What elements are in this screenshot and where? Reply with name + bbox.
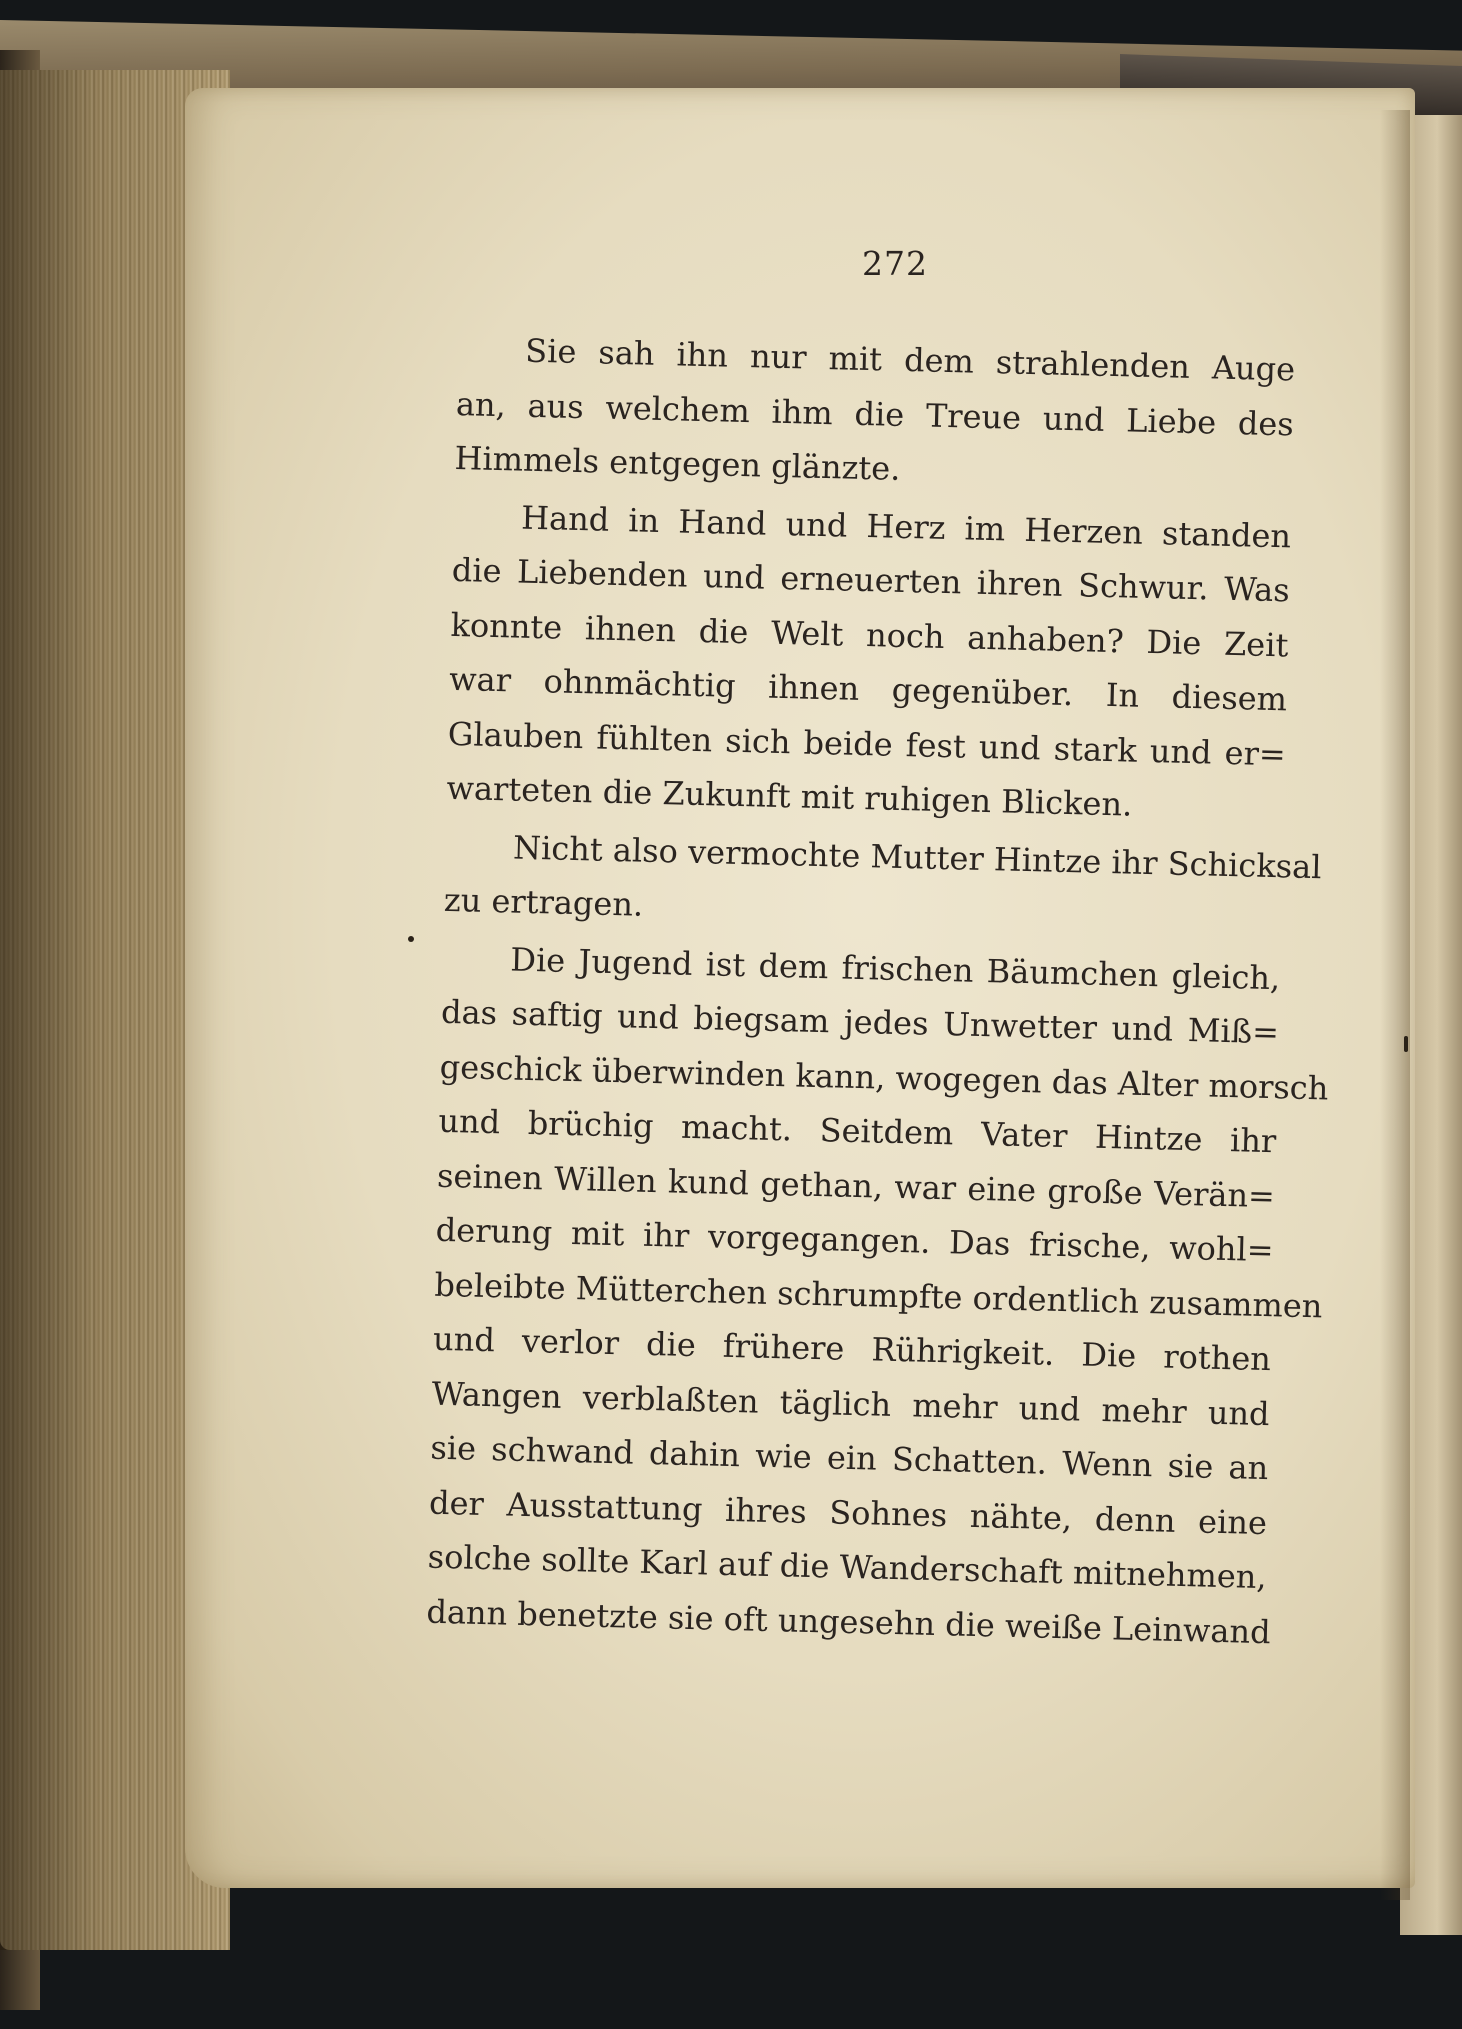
gutter-shadow [1380,110,1410,1900]
text-line: geschick überwinden kann, wogegen das Alter morsch [439,1047,1329,1107]
ink-speck [1404,1036,1408,1052]
text-line: Nicht also vermochte Mutter Hintze ihr Schicksal [512,828,1322,886]
text-line: war ohnmächtig ihnen gegenüber. In diesem [448,659,1288,719]
text-line: Wangen verblaßten täglich mehr und mehr und [431,1374,1271,1433]
text-line: dann benetzte sie oft ungesehn die weiße Leinwand [426,1592,1272,1651]
paragraph [446,488,1292,835]
text-line: das saftig und biegsam jedes Unwetter und Miß= [440,992,1280,1052]
text-line: sie schwand dahin wie ein Schatten. Wenn sie an [430,1428,1269,1488]
ink-speck [408,936,414,942]
paragraph [454,322,1296,506]
text-line: warteten die Zukunft mit ruhigen Blicken. [446,768,1133,824]
text-line: seinen Willen kund gethan, war eine große Verän= [436,1156,1276,1215]
text-line: und brüchig macht. Seitdem Vater Hintze ihr [438,1101,1277,1161]
page-number: 272 [862,244,928,283]
page-text [426,322,1329,1659]
text-line: Sie sah ihn nur mit dem strahlenden Auge [524,331,1296,389]
text-line: Hand in Hand und Herz im Herzen standen [520,498,1292,555]
text-line: zu ertragen. [443,880,644,924]
text-line: solche sollte Karl auf die Wanderschaft mitnehmen, [427,1537,1268,1597]
text-line: beleibte Mütterchen schrumpfte ordentlich zusammen [434,1265,1323,1325]
text-line: der Ausstattung ihres Sohnes nähte, denn eine [428,1483,1268,1542]
text-line: und verlor die frühere Rührigkeit. Die rothen [432,1319,1272,1379]
text-line: konnte ihnen die Welt noch anhaben? Die Zeit [450,605,1289,664]
text-line: Himmels entgegen glänzte. [454,438,901,488]
text-line: Glauben fühlten sich beide fest und stark und er= [447,714,1287,773]
paragraph [443,818,1322,947]
text-line: die Liebenden und erneuerten ihren Schwur. Was [451,550,1291,610]
text-line: derung mit ihr vorgegangen. Das frische, wohl= [435,1210,1275,1270]
text-line: Die Jugend ist dem frischen Bäumchen gleich, [509,939,1281,997]
text-line: an, aus welchem ihm die Treue und Liebe des [455,384,1295,443]
paragraph [426,930,1329,1659]
